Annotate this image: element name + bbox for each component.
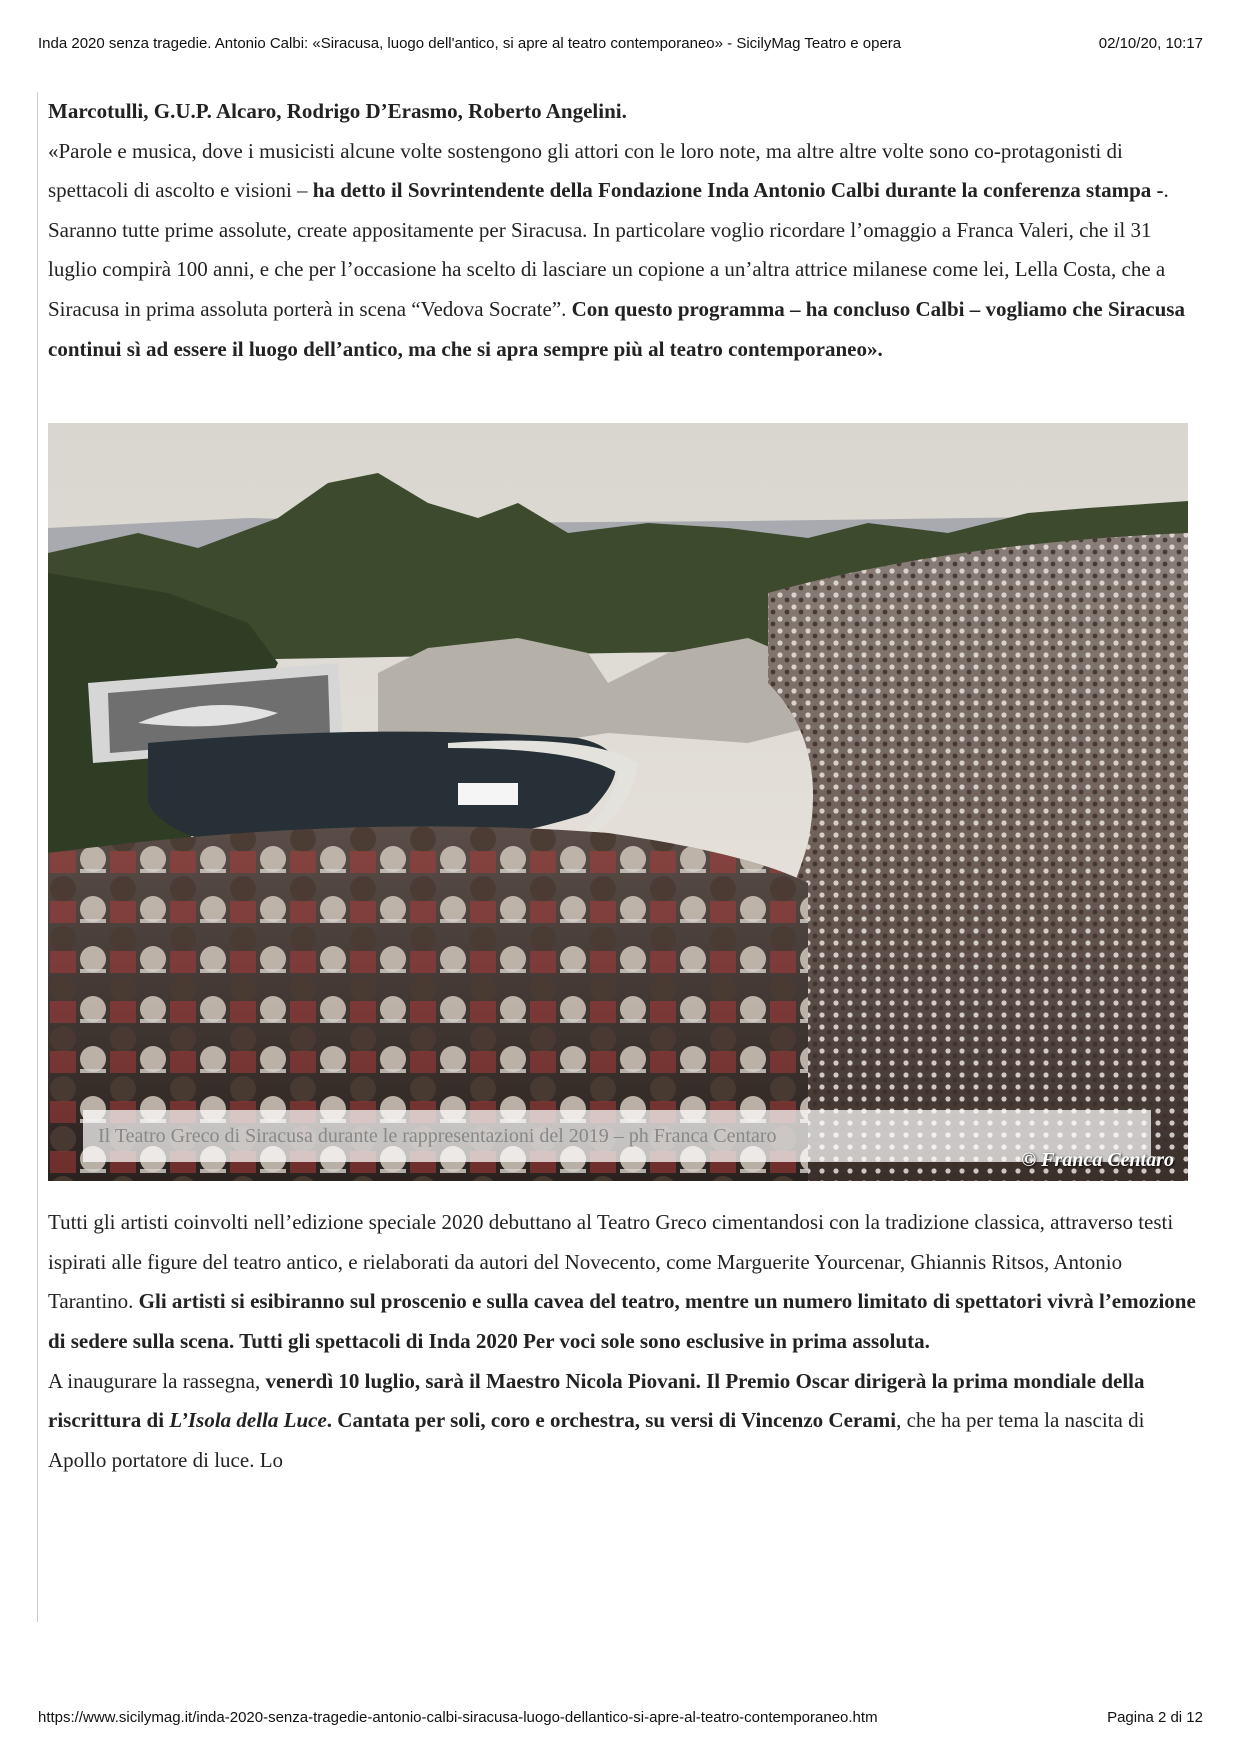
print-header bbox=[38, 35, 1203, 52]
article-body bbox=[48, 92, 1198, 1480]
paragraph-quote bbox=[48, 132, 1198, 370]
opening-text: A inaugurare la rassegna, bbox=[48, 1368, 266, 1393]
quote-conclusion: Con questo programma – ha concluso Calbi – vogliamo che Siracusa continui sì ad essere il luogo dell’antico, ma che si apra sempre più al teatro contemporaneo». bbox=[48, 296, 1185, 361]
page-url: https://www.sicilymag.it/inda-2020-senza-tragedie-antonio-calbi-siracusa-luogo-dellantico-si-apre-al-teatro-contemporaneo.htm bbox=[38, 1709, 878, 1726]
print-datetime: 02/10/20, 10:17 bbox=[1098, 35, 1203, 52]
opening-text-continued: , che ha per tema la nascita di Apollo portatore di luce. Lo bbox=[48, 1408, 1145, 1472]
theatre-photo-illustration bbox=[48, 423, 1188, 1181]
credits-names: Marcotulli, G.U.P. Alcaro, Rodrigo D’Erasmo, Roberto Angelini. bbox=[48, 99, 627, 123]
page-title: Inda 2020 senza tragedie. Antonio Calbi: «Siracusa, luogo dell'antico, si apre al teatro contemporaneo» - SicilyMag Teatro e opera bbox=[38, 35, 902, 52]
quote-attribution: ha detto il Sovrintendente della Fondazione Inda Antonio Calbi durante la conferenza stampa - bbox=[312, 178, 1164, 203]
left-border bbox=[37, 92, 38, 1622]
print-footer bbox=[38, 1709, 1203, 1726]
photo-watermark: © Franca Centaro bbox=[1021, 1149, 1174, 1172]
page-number: Pagina 2 di 12 bbox=[1107, 1709, 1203, 1726]
quote-text-continued: . Saranno tutte prime assolute, create appositamente per Siracusa. In particolare voglio ricordare l’omaggio a Franca Valeri, che il 31 luglio compirà 100 anni, e che per l’occasione ha scelto di lasciare un copione a un’altra attrice milanese come lei, Lella Costa, che a Siracusa in prima assoluta porterà in scena “Vedova Socrate”. bbox=[48, 178, 1169, 321]
artists-highlight: Gli artisti si esibiranno sul proscenio e sulla cavea del teatro, mentre un numero limitato di spettatori vivrà l’emozione di sedere sulla scena. Tutti gli spettacoli di Inda 2020 Per voci sole sono esclusive in prima assoluta. bbox=[48, 1289, 1196, 1353]
opening-highlight: venerdì 10 luglio, sarà il Maestro Nicola Piovani. Il Premio Oscar dirigerà la prima mondiale della riscrittura di bbox=[48, 1368, 1145, 1433]
paragraph-artists bbox=[48, 1203, 1198, 1361]
theatre-photo bbox=[48, 423, 1188, 1181]
paragraph-credits bbox=[48, 92, 1198, 132]
photo-caption: Il Teatro Greco di Siracusa durante le rappresentazioni del 2019 – ph Franca Centaro bbox=[83, 1110, 1151, 1162]
opening-highlight-continued: . Cantata per soli, coro e orchestra, su versi di Vincenzo Cerami bbox=[326, 1408, 897, 1433]
artists-text: Tutti gli artisti coinvolti nell’edizione speciale 2020 debuttano al Teatro Greco cimentandosi con la tradizione classica, attraverso testi ispirati alle figure del teatro antico, e rielaborati da autori del Novecento, come Marguerite Yourcenar, Ghiannis Ritsos, Antonio Tarantino. bbox=[48, 1210, 1174, 1314]
quote-text: «Parole e musica, dove i musicisti alcune volte sostengono gli attori con le loro note, ma altre altre volte sono co-protagonisti di spettacoli di ascolto e visioni – bbox=[48, 138, 1123, 203]
work-title: L’Isola della Luce bbox=[169, 1408, 327, 1433]
paragraph-opening bbox=[48, 1362, 1198, 1481]
